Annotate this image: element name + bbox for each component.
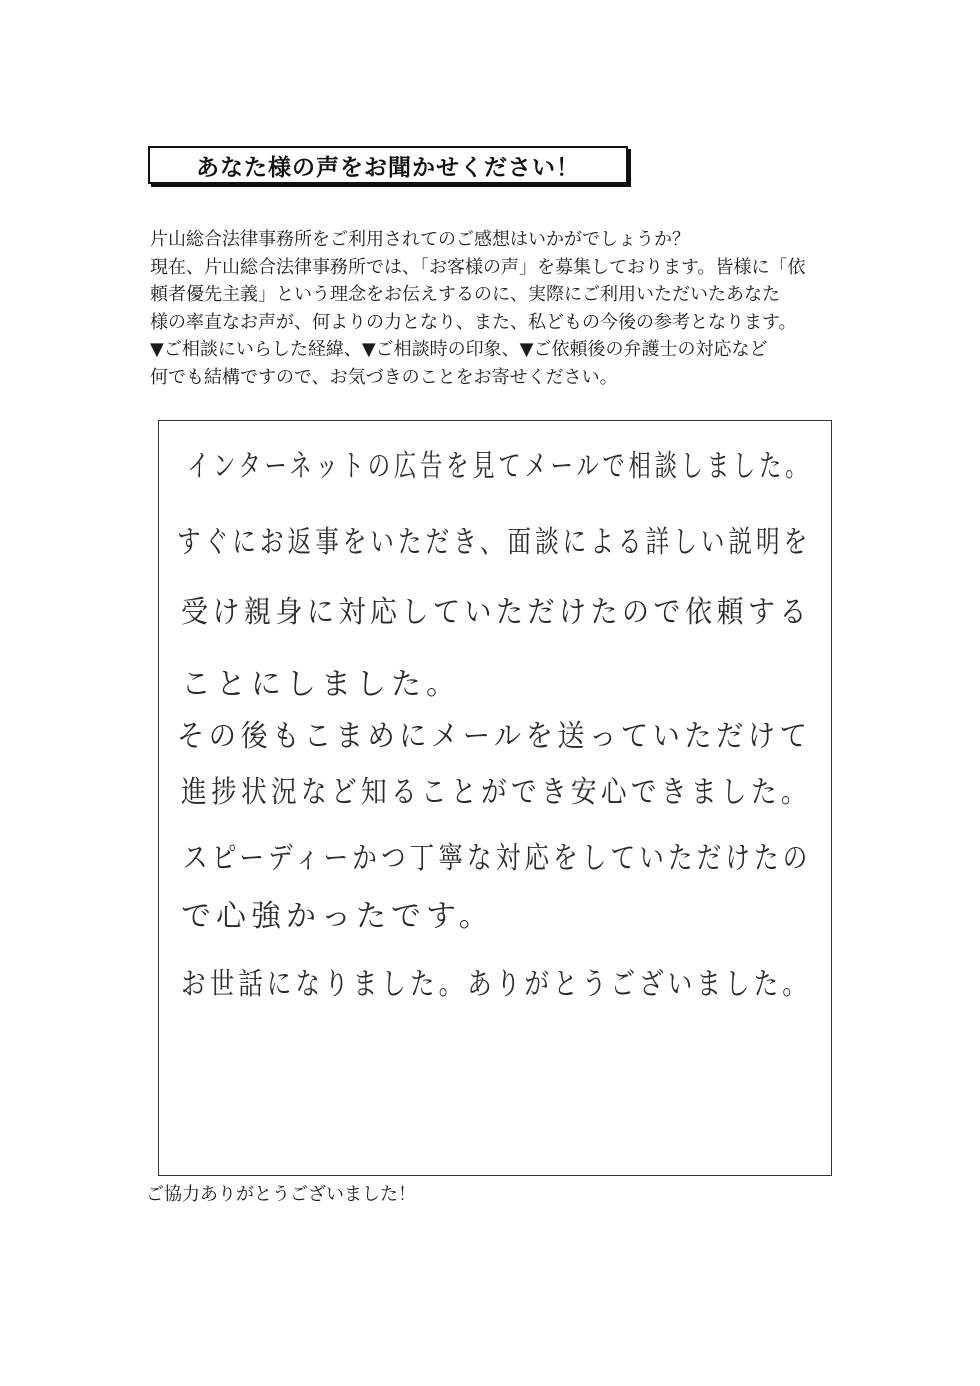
page-title: あなた様の声をお聞かせください！: [196, 154, 580, 181]
intro-line: 頼者優先主義」という理念をお伝えするのに、実際にご利用いただいたあなた: [150, 284, 780, 305]
intro-line: 現在、片山総合法律事務所では、「お客様の声」を募集しております。皆様に「依: [150, 256, 806, 278]
handwritten-line: スピーディーかつ丁寧な対応をしていただけたの: [183, 841, 812, 876]
handwritten-line: お世話になりました。ありがとうございました。: [181, 967, 811, 1002]
handwritten-line: すぐにお返事をいただき、面談による詳しい説明を: [177, 525, 812, 560]
closing-text: ご協力ありがとうございました！: [146, 1184, 416, 1205]
handwritten-line: インターネットの広告を見てメールで相談しました。: [187, 449, 812, 484]
intro-line: ▼ご相談にいらした経緯、▼ご相談時の印象、▼ご依頼後の弁護士の対応など: [150, 339, 768, 360]
intro-line: 何でも結構ですので、お気づきのことをお寄せください。: [150, 366, 618, 388]
intro-line: 様の率直なお声が、何よりの力となり、また、私どもの今後の参考となります。: [150, 311, 797, 333]
intro-text: [150, 226, 870, 391]
intro-line: 片山総合法律事務所をご利用されてのご感想はいかがでしょうか？: [150, 229, 690, 250]
handwritten-line: で心強かったです。: [181, 899, 494, 934]
handwritten-line: 受け親身に対応していただけたので依頼する: [181, 595, 811, 630]
comment-box: [158, 420, 832, 1176]
handwritten-line: ことにしました。: [181, 667, 461, 702]
handwritten-line: 進捗状況など知ることができ安心できました。: [181, 775, 811, 810]
title-box: [148, 146, 628, 184]
handwritten-line: その後もこまめにメールを送っていただけて: [177, 719, 812, 754]
